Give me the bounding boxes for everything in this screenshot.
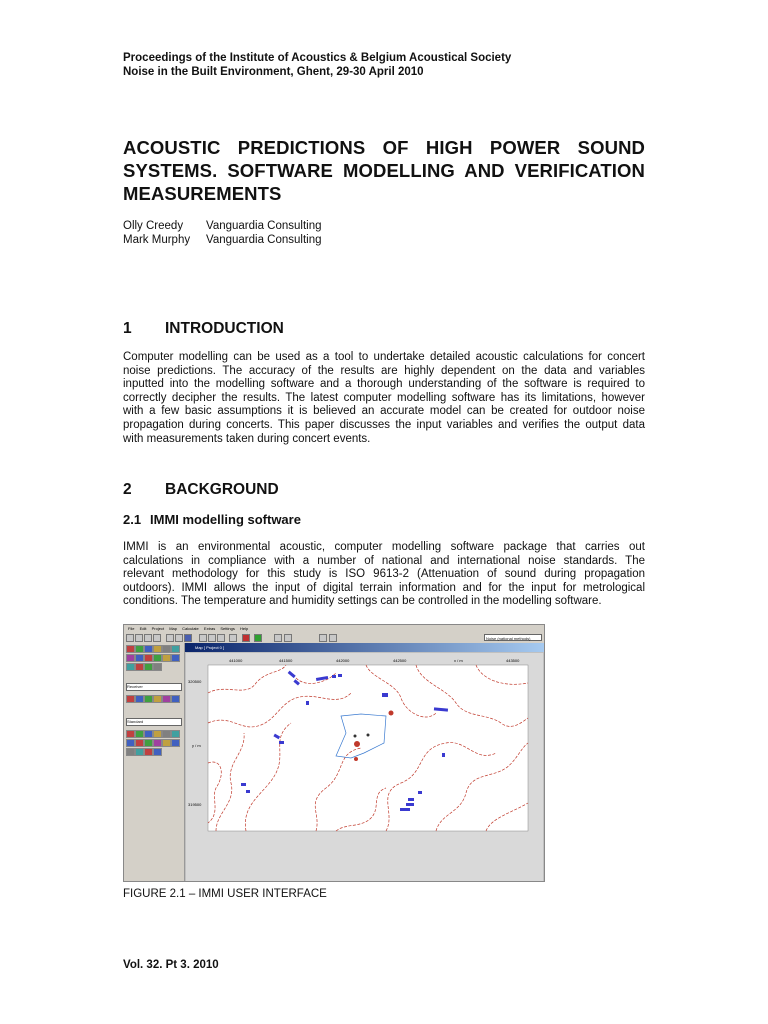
element-tool [153,748,162,756]
element-tool [144,730,153,738]
calculation-method-combo: Noise (national methods) [484,634,542,641]
building [246,790,250,793]
element-tool [135,654,144,662]
element-tool [126,739,135,747]
element-tool [162,730,171,738]
element-tool [126,654,135,662]
sound-source [389,711,394,716]
menu-map: Map [169,626,177,631]
element-tool [135,748,144,756]
toolbar-icon [166,634,174,642]
element-tool [126,695,135,703]
element-tool [153,645,162,653]
paragraph-line: outdoors). IMMI allows the input of digital terrain information and for the input for metrological [123,581,645,594]
toolbar-icon [153,634,161,642]
figure-caption: FIGURE 2.1 – IMMI USER INTERFACE [123,888,327,900]
toolbar-icon [175,634,183,642]
toolbar-icon [184,634,192,642]
element-tool [126,663,135,671]
toolbar-icon [329,634,337,642]
noise-contour-map [186,653,543,881]
paragraph-line: with a few basic assumptions it is believed an accurate model can be created for outdoor noise [123,405,645,418]
paragraph-line: inputted into the modelling software and a thorough understanding of the software is required to [123,378,645,391]
author-name: Olly Creedy [123,220,184,232]
title-line-3: MEASUREMENTS [123,183,282,204]
element-tool [144,654,153,662]
sound-source [367,734,370,737]
toolbar-icon [217,634,225,642]
map-view [186,653,543,881]
paragraph-line: calculations in compliance with a number of national and international noise standards. The [123,554,645,567]
toolbar-icon [229,634,237,642]
map-window-title: Map [ Project 0 ] [195,645,225,650]
axis-tick-label: 442500 [393,658,407,663]
element-tool [153,695,162,703]
element-tool [162,645,171,653]
element-type-select: Receiver [126,683,182,691]
paragraph-line: with measurements taken during concert events. [123,432,371,445]
element-tool [144,739,153,747]
element-tool [171,654,180,662]
element-tool [126,645,135,653]
introduction-paragraph [123,351,645,446]
building [418,791,422,794]
author-affiliation: Vanguardia Consulting [206,234,322,246]
building [306,701,309,705]
building [241,783,246,786]
paragraph-line: Computer modelling can be used as a tool to undertake detailed acoustic calculations for concert [123,351,645,363]
section-title: BACKGROUND [165,481,279,498]
element-tool [135,739,144,747]
toolbar-icon [144,634,152,642]
section-heading-introduction [123,320,284,338]
element-tool [144,695,153,703]
immi-paragraph [123,541,645,609]
section-heading-background [123,481,279,499]
element-tool [126,730,135,738]
element-tool [135,645,144,653]
element-tool [153,654,162,662]
element-tool [144,645,153,653]
author-row [123,219,322,233]
author-list [123,219,322,247]
building [338,674,342,677]
paragraph-line: relevant methodology for this study is ISO 9613-2 (Attenuation of sound during propagation [123,568,645,581]
building [400,808,410,811]
paragraph-line: propagation during concerts. This paper discusses the input variables and verifies the output data [123,418,645,431]
toolbar-icon [274,634,282,642]
element-tool [135,730,144,738]
toolbar-icon [126,634,134,642]
map-window-titlebar [185,643,544,652]
section-title: INTRODUCTION [165,320,284,337]
toolbar-icon [135,634,143,642]
toolbar-icon [284,634,292,642]
paragraph-line: noise predictions. The accuracy of the results are highly dependent on the data and variables [123,364,645,377]
menu-project: Project [151,626,165,631]
menu-file: File [128,626,135,631]
toolbar-icon [208,634,216,642]
author-affiliation: Vanguardia Consulting [206,220,322,232]
axis-tick-label: 320500 [188,679,202,684]
title-line-1: ACOUSTIC PREDICTIONS OF HIGH POWER SOUND [123,137,645,158]
paper-title [123,136,645,205]
axis-tick-label: 319500 [188,802,202,807]
immi-left-panel [124,643,185,881]
axis-tick-label: 443500 [506,658,520,663]
element-tool [153,730,162,738]
element-tool [171,645,180,653]
element-tool [162,695,171,703]
building [332,675,336,678]
map-plot-area [208,665,528,831]
menu-edit: Edit [139,626,147,631]
page-footer: Vol. 32. Pt 3. 2010 [123,959,219,971]
subsection-number: 2.1 [123,512,142,527]
element-tool [171,730,180,738]
section-number: 1 [123,320,132,337]
toolbar-icon [319,634,327,642]
sound-source [354,757,358,761]
subsection-heading-immi [123,512,301,527]
paragraph-line: IMMI is an environmental acoustic, computer modelling software package that carries out [123,541,645,553]
building [382,693,388,697]
layer-select: Standard [126,718,182,726]
toolbar-icon [254,634,262,642]
menu-calculate: Calculate [182,626,199,631]
header-line-1: Proceedings of the Institute of Acoustics & Belgium Acoustical Society [123,52,512,64]
toolbar-icon [199,634,207,642]
element-tool [144,663,153,671]
building [406,803,414,806]
element-tool [153,663,162,671]
menu-help: Help [239,626,249,631]
toolbar-icon [242,634,250,642]
element-tool [144,748,153,756]
axis-tick-label: x / m [454,658,463,663]
axis-tick-label: 441500 [279,658,293,663]
axis-tick-label: 441000 [229,658,243,663]
element-tool [171,739,180,747]
menu-extras: Extras [203,626,216,631]
element-tool [171,695,180,703]
element-tool [162,654,171,662]
axis-tick-label: y / m [192,743,201,748]
element-tool [135,695,144,703]
element-tool [153,739,162,747]
author-row [123,233,322,247]
menu-settings: Settings [220,626,235,631]
paragraph-line: correctly decipher the results. The latest computer modelling software has its limitations, however [123,391,645,404]
element-tool [126,748,135,756]
map-window [185,643,544,881]
sound-source [354,741,360,747]
paragraph-line: conditions. The temperature and humidity settings can be controlled in the modelling software. [123,595,602,608]
immi-screenshot-figure [123,624,545,882]
header-line-2: Noise in the Built Environment, Ghent, 29-30 April 2010 [123,66,424,78]
immi-menubar [124,625,544,633]
author-name: Mark Murphy [123,234,191,246]
element-tool [162,739,171,747]
section-number: 2 [123,481,132,498]
subsection-title: IMMI modelling software [150,512,301,527]
sound-source [354,735,357,738]
building [442,753,445,757]
proceedings-header [123,51,511,79]
building [279,741,284,744]
element-tool [135,663,144,671]
title-line-2: SYSTEMS. SOFTWARE MODELLING AND VERIFICATION [123,160,645,181]
building [408,798,414,801]
immi-toolbar [124,633,544,643]
axis-tick-label: 442000 [336,658,350,663]
